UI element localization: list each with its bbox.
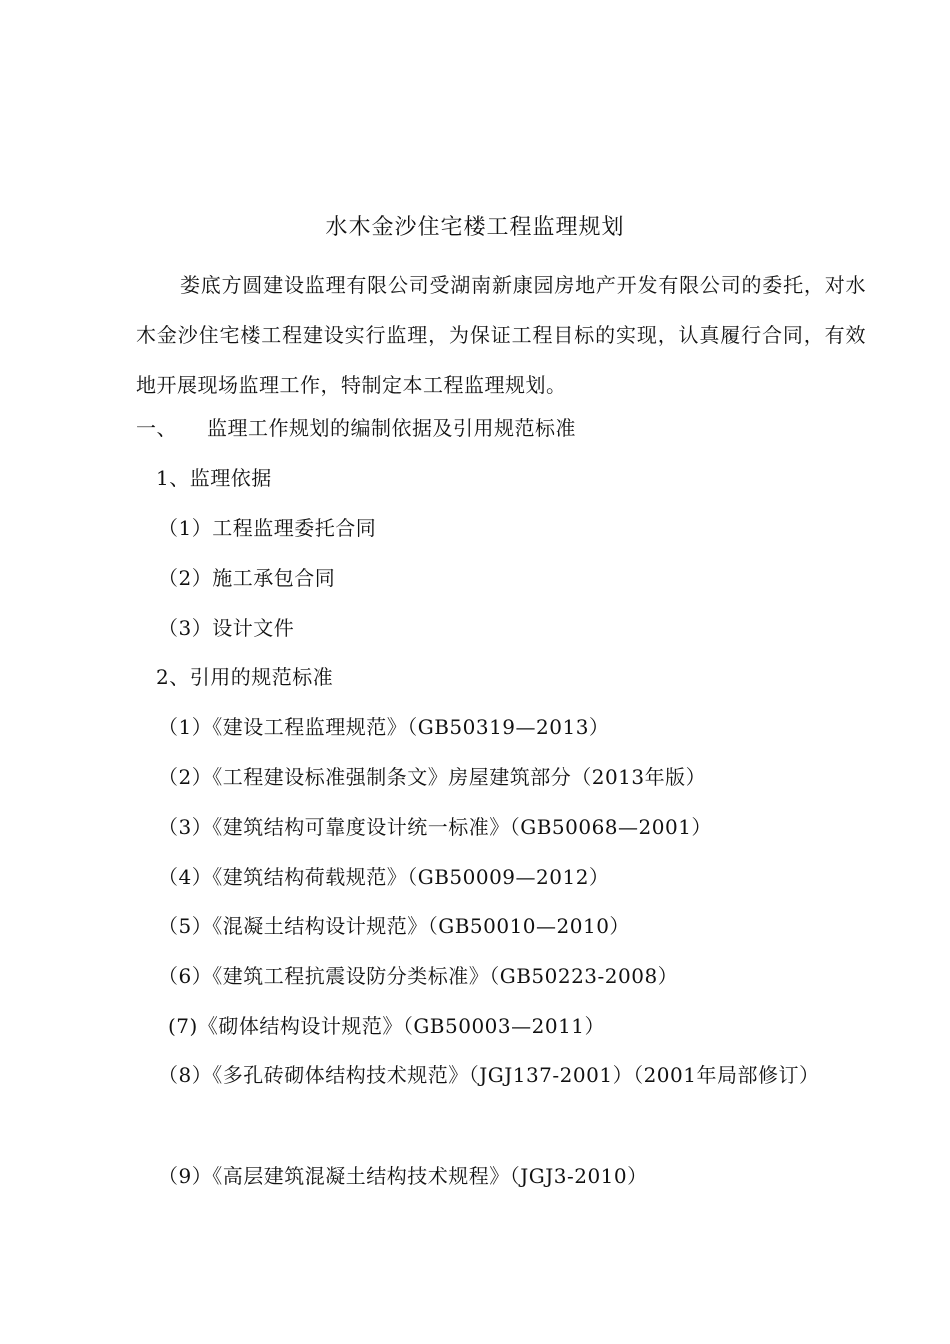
standard-item-2: （2）《工程建设标准强制条文》房屋建筑部分（2013年版） (158, 765, 707, 789)
subsection-2-heading: 2、引用的规范标准 (156, 665, 334, 689)
section-1-number: 一、 (136, 416, 177, 440)
subsection-1-heading: 1、监理依据 (156, 466, 272, 490)
section-1-title: 监理工作规划的编制依据及引用规范标准 (207, 416, 576, 440)
section-1-heading (136, 413, 576, 443)
standard-item-9: （9）《高层建筑混凝土结构技术规程》（JGJ3-2010） (158, 1164, 648, 1188)
standard-item-8: （8）《多孔砖砌体结构技术规范》（JGJ137-2001）（2001年局部修订） (158, 1063, 820, 1087)
basis-item-1: （1）工程监理委托合同 (158, 516, 377, 540)
standard-item-3: （3）《建筑结构可靠度设计统一标准》（GB50068—2001） (158, 815, 712, 839)
standard-item-5: （5）《混凝土结构设计规范》（GB50010—2010） (158, 914, 630, 938)
standard-item-6: （6）《建筑工程抗震设防分类标准》（GB50223-2008） (158, 964, 679, 988)
intro-paragraph: 娄底方圆建设监理有限公司受湖南新康园房地产开发有限公司的委托，对水木金沙住宅楼工程建设实行监理，为保证工程目标的实现，认真履行合同，有效地开展现场监理工作，特制定本工程监理规划。 (136, 273, 866, 397)
document-title: 水木金沙住宅楼工程监理规划 (325, 215, 625, 240)
standard-item-7: (7)《砌体结构设计规范》（GB50003—2011） (168, 1014, 606, 1038)
basis-item-2: （2）施工承包合同 (158, 566, 336, 590)
standard-item-1: （1）《建设工程监理规范》（GB50319—2013） (158, 715, 610, 739)
basis-item-3: （3）设计文件 (158, 616, 295, 640)
standard-item-4: （4）《建筑结构荷载规范》（GB50009—2012） (158, 865, 610, 889)
